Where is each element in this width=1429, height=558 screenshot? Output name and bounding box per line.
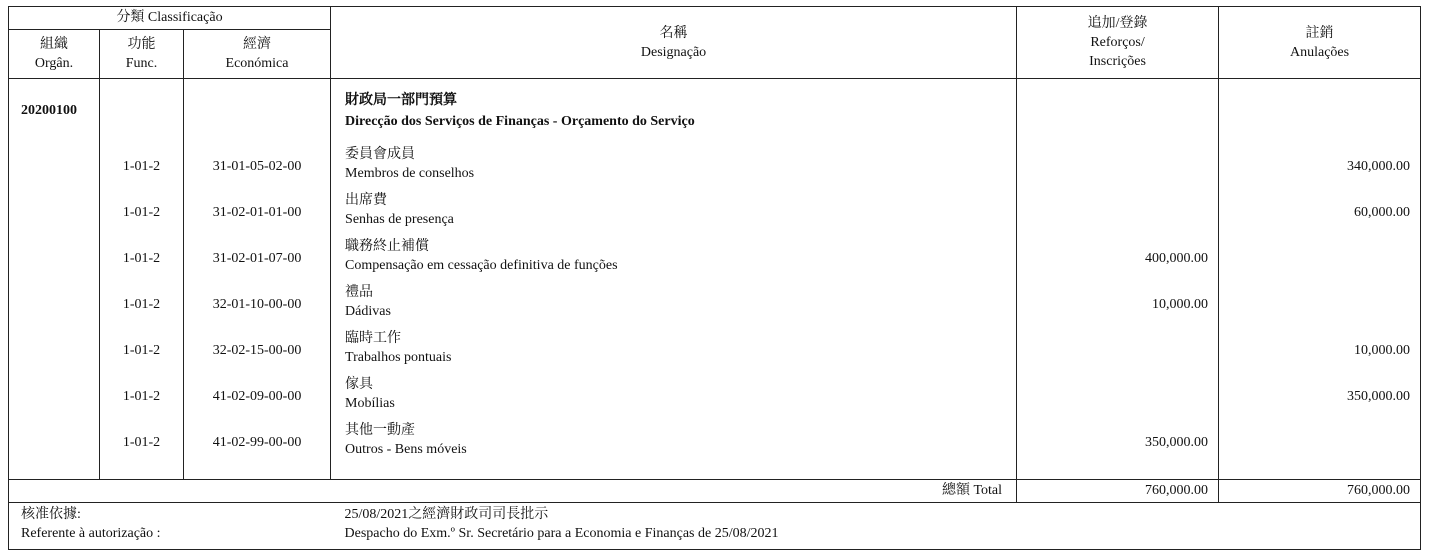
economic-code: 32-01-10-00-00 [212, 297, 302, 312]
line-item-zh: 職務終止補償 [345, 239, 430, 254]
designation-zh: 名稱 [659, 25, 688, 41]
economic-code: 31-01-05-02-00 [212, 159, 302, 174]
organic-pt: Orgân. [34, 56, 74, 71]
total-reinforcements: 760,000.00 [1017, 480, 1219, 503]
line-item-designation [331, 329, 1016, 375]
line-item-reinforcement [1017, 341, 1218, 387]
organic-code: 20200100 [21, 103, 77, 118]
designation-header [331, 7, 1017, 79]
authorization-value [331, 503, 1421, 550]
line-item-reinforcement: 10,000.00 [1152, 297, 1209, 312]
line-item-zh: 出席費 [345, 193, 388, 208]
line-item-zh: 臨時工作 [345, 331, 402, 346]
line-item-reinforcement [1017, 157, 1218, 203]
line-item-zh: 其他一動產 [345, 423, 416, 438]
reinforcements-pt1: Reforços/ [1090, 35, 1145, 50]
functional-code: 1-01-2 [122, 343, 161, 358]
line-item-designation [331, 421, 1016, 467]
functional-header [100, 30, 184, 79]
line-item-pt: Compensação em cessação definitiva de funções [345, 258, 618, 273]
line-item-cancellation [1219, 249, 1420, 295]
line-item-cancellation [1219, 295, 1420, 341]
line-item-reinforcement: 350,000.00 [1145, 435, 1209, 450]
cancellations-pt: Anulações [1289, 44, 1350, 60]
line-item-cancellation [1219, 433, 1420, 479]
economic-zh: 經濟 [243, 37, 272, 52]
economic-code: 41-02-99-00-00 [212, 435, 302, 450]
designation-pt: Designação [640, 44, 707, 60]
footer-row [9, 503, 1421, 550]
economic-column [184, 79, 331, 480]
reinforcements-header [1017, 7, 1219, 79]
functional-column [100, 79, 184, 480]
line-item-designation [331, 237, 1016, 283]
line-item-pt: Dádivas [345, 304, 391, 319]
line-item-pt: Membros de conselhos [345, 166, 475, 181]
budget-document [8, 6, 1420, 546]
functional-code: 1-01-2 [122, 389, 161, 404]
section-title-zh: 財政局一部門預算 [345, 93, 458, 108]
section-title-pt: Direcção dos Serviços de Finanças - Orçamento do Serviço [345, 114, 695, 129]
organic-header [9, 30, 100, 79]
cancellations-column [1219, 79, 1421, 480]
authorization-value-pt: Despacho do Exm.º Sr. Secretário para a Economia e Finanças de 25/08/2021 [344, 526, 779, 541]
reinforcements-zh: 追加/登錄 [1087, 16, 1148, 31]
line-item-reinforcement [1017, 387, 1218, 433]
line-item-designation [331, 145, 1016, 191]
authorization-label-zh: 核准依據: [21, 507, 81, 522]
line-item-pt: Senhas de presença [345, 212, 454, 227]
total-cancellations: 760,000.00 [1219, 480, 1421, 503]
organic-zh: 組織 [40, 37, 68, 52]
authorization-label [9, 503, 331, 550]
line-item-cancellation: 350,000.00 [1347, 389, 1411, 404]
line-item-cancellation: 10,000.00 [1354, 343, 1411, 358]
reinforcements-pt2: Inscrições [1089, 54, 1146, 69]
economic-code: 31-02-01-07-00 [212, 251, 302, 266]
organic-column [9, 79, 100, 480]
line-item-pt: Trabalhos pontuais [345, 350, 452, 365]
functional-code: 1-01-2 [122, 251, 161, 266]
total-label: 總額 Total [9, 480, 1017, 503]
cancellations-header [1219, 7, 1421, 79]
line-item-designation [331, 191, 1016, 237]
functional-code: 1-01-2 [122, 159, 161, 174]
line-item-designation [331, 375, 1016, 421]
reinforcements-column [1017, 79, 1219, 480]
line-item-cancellation: 60,000.00 [1354, 205, 1411, 220]
designation-column [331, 79, 1017, 480]
line-item-cancellation: 340,000.00 [1347, 159, 1411, 174]
line-item-designation [331, 283, 1016, 329]
economic-header [184, 30, 331, 79]
table-body-row [9, 79, 1421, 480]
authorization-value-zh: 25/08/2021之經濟財政司司長批示 [344, 507, 549, 522]
line-item-zh: 傢具 [345, 377, 374, 392]
line-item-pt: Mobílias [345, 396, 395, 411]
economic-code: 31-02-01-01-00 [212, 205, 302, 220]
line-item-reinforcement [1017, 203, 1218, 249]
economic-code: 32-02-15-00-00 [212, 343, 302, 358]
budget-table [8, 6, 1421, 550]
line-item-zh: 禮品 [345, 285, 374, 300]
classification-header: 分類 Classificação [9, 7, 331, 30]
functional-code: 1-01-2 [122, 297, 161, 312]
table-header-row [9, 7, 1421, 30]
line-item-reinforcement: 400,000.00 [1145, 251, 1209, 266]
functional-code: 1-01-2 [122, 205, 161, 220]
economic-code: 41-02-09-00-00 [212, 389, 302, 404]
total-row [9, 480, 1421, 503]
functional-zh: 功能 [127, 37, 156, 52]
line-item-zh: 委員會成員 [345, 147, 416, 162]
section-title [331, 79, 1016, 131]
economic-pt: Económica [225, 56, 289, 71]
authorization-label-pt: Referente à autorização : [21, 526, 161, 541]
functional-pt: Func. [125, 56, 158, 71]
line-item-pt: Outros - Bens móveis [345, 442, 467, 457]
cancellations-zh: 註銷 [1305, 25, 1334, 41]
functional-code: 1-01-2 [122, 435, 161, 450]
